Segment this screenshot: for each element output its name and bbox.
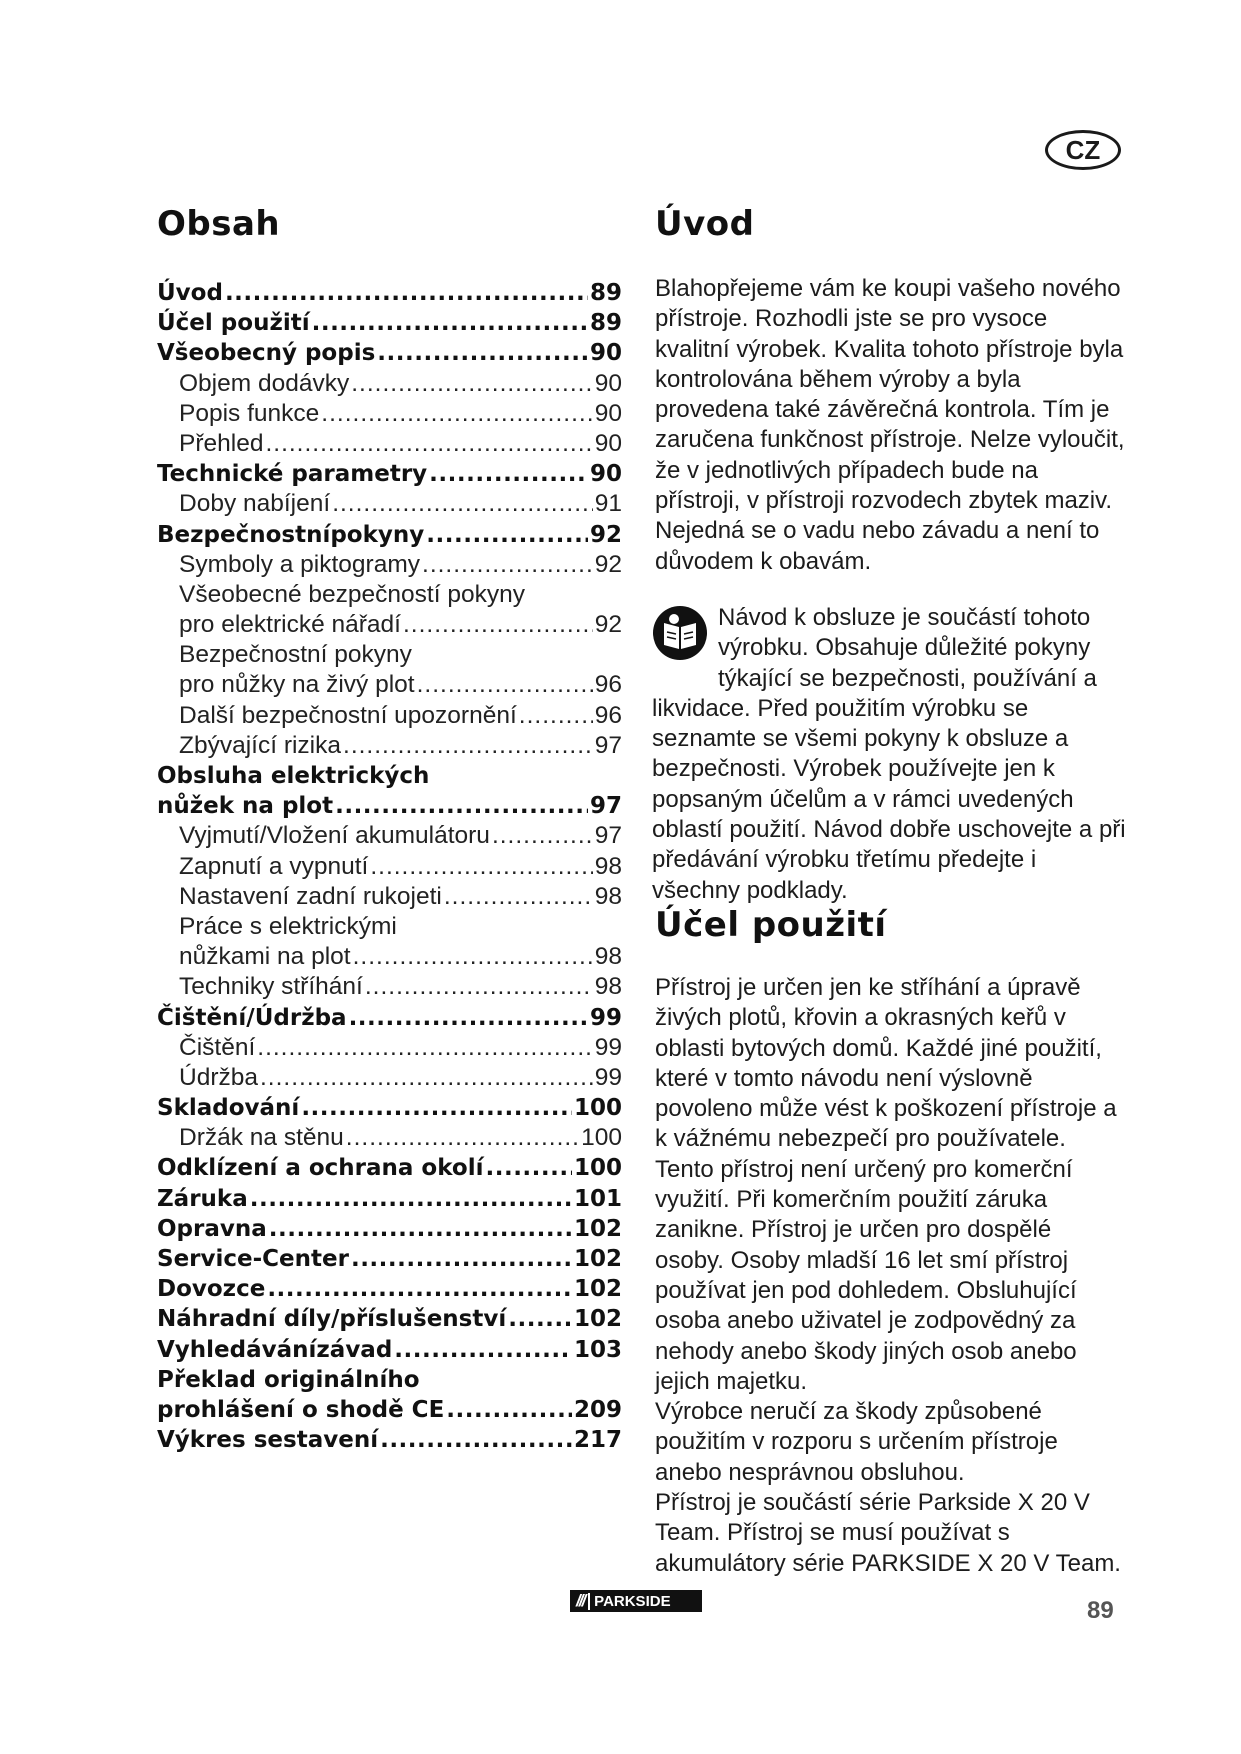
toc-entry: [157, 550, 622, 580]
toc-leader-dots: [429, 459, 588, 489]
toc-leader-dots: [250, 1184, 572, 1214]
toc-entry: [157, 1425, 622, 1455]
toc-entry-page: 100: [573, 1095, 622, 1122]
toc-entry-page: 101: [573, 1185, 622, 1212]
toc-entry: [157, 1003, 622, 1033]
toc-entry: [157, 459, 622, 489]
toc-entry: [157, 308, 622, 338]
page-number: 89: [1087, 1597, 1114, 1624]
toc-entry-label: Přehled: [179, 429, 264, 457]
toc-entry: [157, 1184, 622, 1214]
purpose-paragraph: Přístroj je určen jen ke stříhání a úpravě živých plotů, křovin a okrasných keřů v oblasti bytových domů. Každé jiné použití, které v tomto návodu není výslovně povoleno může vést k poškození přístroje a k vážnému nebezpečí pro používatele.: [655, 974, 1117, 1153]
toc-entry-label: Technické parametry: [157, 461, 428, 488]
toc-entry: [157, 1033, 622, 1063]
toc-entry: [157, 1335, 622, 1365]
toc-entry: [157, 399, 622, 429]
toc-entry-page: 90: [589, 340, 622, 367]
parkside-logo: [570, 1590, 702, 1612]
toc-entry-page: 97: [589, 793, 622, 820]
toc-entry-page: 90: [594, 429, 622, 457]
toc-leader-dots: [332, 489, 593, 519]
toc-entry-page: 99: [594, 1063, 622, 1091]
toc-leader-dots: [377, 338, 588, 368]
toc-entry-label: Symboly a piktogramy: [179, 550, 421, 578]
toc-entry-page: 97: [594, 822, 622, 850]
toc-heading: Obsah: [157, 204, 281, 244]
toc-leader-dots: [403, 610, 593, 640]
toc-entry-label: Vyhledávánízávad: [157, 1336, 393, 1363]
toc-entry: [157, 761, 622, 791]
toc-entry-label: Zapnutí a vypnutí: [179, 852, 369, 880]
toc-entry: [157, 1153, 622, 1183]
toc-leader-dots: [444, 882, 593, 912]
toc-entry-label: Vyjmutí/Vložení akumulátoru: [179, 822, 490, 850]
toc-entry: [157, 670, 622, 700]
toc-entry: [157, 852, 622, 882]
toc-leader-dots: [260, 1063, 593, 1093]
toc-entry-label: Zbývající rizika: [179, 731, 342, 759]
toc-leader-dots: [312, 308, 588, 338]
toc-entry: [157, 791, 622, 821]
toc-entry: [157, 701, 622, 731]
toc-entry: [157, 369, 622, 399]
toc-entry-label: pro elektrické nářadí: [179, 611, 401, 639]
intro-heading: Úvod: [655, 204, 755, 244]
logo-brand: PARKSIDE: [588, 1593, 674, 1610]
toc-entry-label: Bezpečnostní pokyny: [179, 641, 412, 669]
toc-entry-label: Záruka: [157, 1185, 248, 1212]
purpose-heading: Účel použití: [655, 905, 887, 945]
toc-entry-page: 100: [581, 1124, 622, 1152]
toc-entry-label: Techniky stříhání: [179, 973, 363, 1001]
toc-leader-dots: [335, 791, 588, 821]
toc-entry-page: 99: [589, 1004, 622, 1031]
toc-entry-label: Čištění: [179, 1033, 256, 1061]
toc-entry-label: Nastavení zadní rukojeti: [179, 882, 442, 910]
toc-entry-page: 90: [594, 399, 622, 427]
toc-leader-dots: [446, 1395, 572, 1425]
toc-entry: [157, 912, 622, 942]
toc-entry-label: Další bezpečnostní upozornění: [179, 701, 517, 729]
toc-entry-page: 92: [594, 550, 622, 578]
toc-entry-label: Všeobecné bezpečností pokyny: [179, 580, 525, 608]
toc-leader-dots: [343, 731, 593, 761]
toc-entry-page: 102: [573, 1306, 622, 1333]
toc-entry: [157, 1123, 622, 1153]
toc-entry: [157, 1063, 622, 1093]
toc-entry: [157, 429, 622, 459]
toc-entry-page: 98: [594, 943, 622, 971]
toc-entry: [157, 942, 622, 972]
toc-entry: [157, 1395, 622, 1425]
toc-entry-page: 102: [573, 1276, 622, 1303]
toc-entry: [157, 731, 622, 761]
toc-entry-label: Opravna: [157, 1215, 267, 1242]
toc-entry: [157, 882, 622, 912]
toc-leader-dots: [370, 852, 592, 882]
toc-leader-dots: [265, 429, 592, 459]
toc-entry-label: Obsluha elektrických: [157, 763, 430, 789]
toc-leader-dots: [380, 1425, 572, 1455]
toc-leader-dots: [267, 1274, 572, 1304]
toc-entry-label: Dovozce: [157, 1276, 266, 1303]
toc-leader-dots: [508, 1304, 572, 1334]
toc-entry: [157, 972, 622, 1002]
toc-entry: [157, 580, 622, 610]
toc-entry-page: 102: [573, 1246, 622, 1272]
toc-entry-page: 98: [594, 852, 622, 880]
toc-entry-page: 96: [594, 671, 622, 699]
purpose-paragraph: Přístroj je součástí série Parkside X 20 V Team. Přístroj se musí používat s akumulátory série PARKSIDE X 20 V Team.: [655, 1489, 1121, 1577]
toc-entry-page: 217: [573, 1427, 622, 1454]
purpose-text: [655, 973, 1125, 1579]
toc-entry-label: pro nůžky na živý plot: [179, 671, 415, 699]
manual-notice: [652, 603, 1128, 906]
toc-leader-dots: [351, 369, 593, 399]
toc-leader-dots: [301, 1093, 572, 1123]
toc-entry: [157, 610, 622, 640]
toc-entry-label: Objem dodávky: [179, 369, 350, 397]
toc-entry: [157, 1365, 622, 1395]
toc-entry-label: Skladování: [157, 1095, 300, 1122]
toc-leader-dots: [365, 972, 593, 1002]
toc-entry-page: 98: [594, 973, 622, 1001]
toc-entry-page: 102: [573, 1215, 622, 1242]
language-badge: CZ: [1045, 130, 1121, 170]
toc-entry-page: 209: [573, 1396, 622, 1423]
notice-text: Návod k obsluze je součástí tohoto výrobku. Obsahuje důležité pokyny týkající se bezpečnosti, používání a likvidace. Před použitím výrobku se seznamte se všemi pokyny k obsluze a bezpečnosti. Výrobek používejte jen k popsaným účelům a v rámci uvedených oblastí použití. Návod dobře uschovejte a při předávání výrobku třetímu předejte i všechny podklady.: [652, 604, 1126, 904]
toc-entry-label: Držák na stěnu: [179, 1124, 344, 1152]
toc-entry-label: Čištění/Údržba: [157, 1004, 347, 1031]
toc-leader-dots: [417, 670, 593, 700]
toc-entry-label: Všeobecný popis: [157, 340, 376, 367]
toc-leader-dots: [321, 399, 592, 429]
toc-entry: [157, 1274, 622, 1304]
toc-entry-page: 89: [589, 310, 622, 337]
toc-leader-dots: [492, 821, 593, 851]
toc-entry-page: 90: [589, 461, 622, 488]
toc-entry-page: 96: [594, 701, 622, 729]
toc-entry-page: 100: [573, 1155, 622, 1182]
toc-leader-dots: [269, 1214, 572, 1244]
toc-entry-label: Úvod: [157, 280, 223, 306]
toc-entry-label: nůžkami na plot: [179, 943, 351, 971]
toc-entry-label: Práce s elektrickými: [179, 912, 397, 940]
toc-entry-label: Doby nabíjení: [179, 490, 331, 518]
toc-entry-page: 92: [594, 611, 622, 639]
toc-entry: [157, 1244, 622, 1274]
toc-entry-label: nůžek na plot: [157, 793, 334, 820]
toc-leader-dots: [353, 942, 593, 972]
toc-entry: [157, 338, 622, 368]
toc-entry: [157, 278, 622, 308]
toc-leader-dots: [349, 1003, 588, 1033]
toc-entry-label: Odklízení a ochrana okolí: [157, 1155, 484, 1182]
toc-entry: [157, 1093, 622, 1123]
toc-entry-label: prohlášení o shodě CE: [157, 1396, 445, 1423]
toc-entry-label: Náhradní díly/příslušenství: [157, 1306, 507, 1333]
toc-entry-label: Výkres sestavení: [157, 1427, 379, 1454]
toc-entry: [157, 640, 622, 670]
toc-entry-page: 99: [594, 1033, 622, 1061]
toc-entry: [157, 489, 622, 519]
toc-entry-page: 90: [594, 369, 622, 397]
toc-leader-dots: [225, 278, 588, 308]
toc-entry-label: Popis funkce: [179, 399, 320, 427]
read-manual-icon: [652, 605, 708, 661]
toc-entry: [157, 1214, 622, 1244]
toc-leader-dots: [346, 1123, 579, 1153]
purpose-paragraph: Tento přístroj není určený pro komerční využití. Při komerčním použití záruka zanikne. Přístroj je určen pro dospělé osoby. Osoby mladší 16 let smí přístroj používat jen pod dohledem. Obsluhující osoba anebo uživatel je zodpovědný za nehody anebo škody jiných osob anebo jejich majetku.: [655, 1155, 1077, 1395]
toc-leader-dots: [422, 550, 593, 580]
intro-text: [655, 274, 1125, 577]
logo-slashes: ///: [576, 1591, 585, 1610]
toc-entry-page: 98: [594, 882, 622, 910]
toc-entry-label: Údržba: [179, 1063, 258, 1091]
toc-entry-label: Bezpečnostnípokyny: [157, 521, 425, 548]
toc-leader-dots: [351, 1244, 572, 1274]
toc-entry-label: Service-Center: [157, 1246, 349, 1272]
toc-entry: [157, 1304, 622, 1334]
toc-leader-dots: [257, 1033, 592, 1063]
toc-entry: [157, 821, 622, 851]
toc-entry-page: 89: [589, 280, 622, 306]
toc-entry-label: Účel použití: [157, 310, 310, 337]
toc-leader-dots: [426, 520, 588, 550]
toc-entry-page: 97: [594, 731, 622, 759]
toc-entry-page: 91: [594, 490, 622, 518]
toc-leader-dots: [519, 701, 593, 731]
intro-paragraph: Blahopřejeme vám ke koupi vašeho nového přístroje. Rozhodli jste se pro vysoce kvalitní výrobek. Kvalita tohoto přístroje byla kontrolována během výroby a byla provedena také závěrečná kontrola. Tím je zaručena funkčnost přístroje. Nelze vyloučit, že v jednotlivých případech bude na přístroji, v přístroji rozvodech zbytek maziv. Nejedná se o vadu nebo závadu a není to důvodem k obavám.: [655, 275, 1125, 575]
toc-entry: [157, 520, 622, 550]
purpose-paragraph: Výrobce neručí za škody způsobené použitím v rozporu s určením přístroje anebo nesprávnou obsluhou.: [655, 1398, 1058, 1486]
toc-leader-dots: [394, 1335, 572, 1365]
toc-entry-page: 92: [589, 521, 622, 548]
toc-entry-page: 103: [573, 1336, 622, 1363]
table-of-contents: [157, 278, 622, 1455]
toc-leader-dots: [485, 1153, 572, 1183]
toc-entry-label: Překlad originálního: [157, 1366, 420, 1393]
